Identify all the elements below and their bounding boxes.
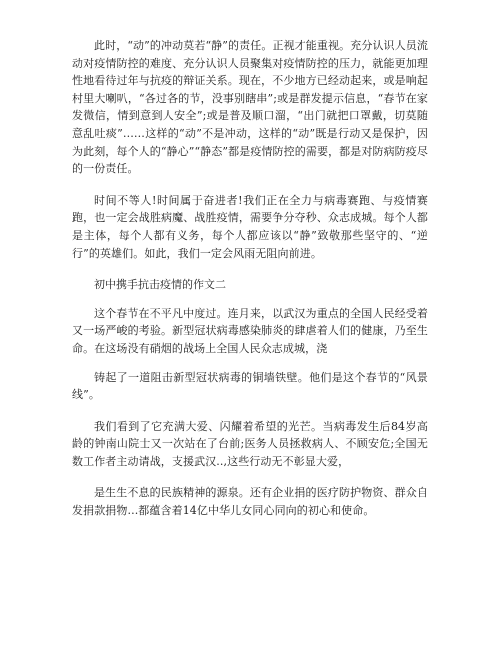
body-paragraph: 我们看到了它充满大爱、闪耀着希望的光芒。当病毒发生后84岁高龄的钟南山院士又一次站在了台前;医务人员拯救病人、不顾安危;全国无数工作者主动请战，支援武汉..,这些行动无不彰显大爱，: [72, 419, 428, 468]
body-paragraph: 此时，“动”的冲动莫若“静”的责任。正视才能重视。充分认识人员流动对疫情防控的难度、充分认识人员聚集对疫情防控的压力，就能更加理性地看待过年与抗疫的辩证关系。现在，不少地方已经动起来，或是响起村里大喇叭，“各过各的节，没事别瞎串”;或是群发提示信息，“春节在家发微信，情到意到人安全”;或是普及顺口溜，“出门就把口罩戴，切莫随意乱吐痰”……这样的“动”不是冲动，这样的“动”既是行动又是保护，因为此刻，每个人的“静心”“静态”都是疫情防控的需要，都是对防病防疫尽的一份责任。: [72, 39, 428, 176]
body-paragraph: 时间不等人!时间属于奋进者!我们正在全力与病毒赛跑、与疫情赛跑，也一定会战胜病魔、战胜疫情，需要争分夺秒、众志成城。每个人都是主体，每个人都有义务，每个人都应该以“静”致敬那些坚守的、“逆行”的英雄们。如此，我们一定会风雨无阻向前进。: [72, 193, 428, 260]
body-paragraph: 这个春节在不平凡中度过。连月来，以武汉为重点的全国人民经受着又一场严峻的考验。新型冠状病毒感染肺炎的肆虐着人们的健康，乃至生命。在这场没有硝烟的战场上全国人民众志成城，浇: [72, 306, 428, 355]
section-heading: 初中携手抗击疫情的作文二: [94, 278, 226, 292]
body-paragraph: 是生生不息的民族精神的源泉。还有企业捐的医疗防护物资、群众自发捐款捐物...都蕴含着14亿中华儿女同心同向的初心和使命。: [72, 486, 428, 518]
body-paragraph: 铸起了一道阻击新型冠状病毒的铜墙铁壁。他们是这个春节的“风景线”。: [72, 370, 428, 402]
